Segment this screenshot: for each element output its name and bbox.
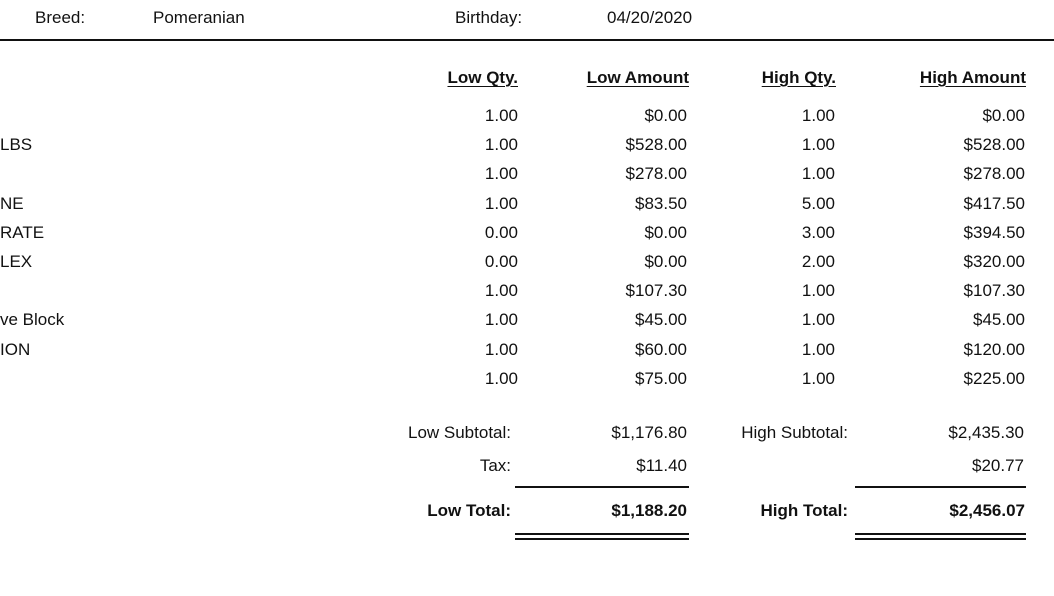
high-amount-cell: $45.00 <box>973 310 1025 330</box>
table-row <box>0 223 1054 252</box>
col-high-qty-header: High Qty. <box>761 68 836 87</box>
item-description: ION <box>0 339 31 359</box>
item-description: LEX <box>0 252 33 271</box>
item-description: ve Block <box>0 310 65 330</box>
table-row <box>0 252 1054 281</box>
birthday-value: 04/20/2020 <box>607 8 693 27</box>
col-high-amount-header: High Amount <box>919 68 1026 87</box>
table-row <box>0 281 1054 310</box>
low-qty-cell: 1.00 <box>484 310 518 330</box>
col-low-qty-header: Low Qty. <box>447 68 518 87</box>
header-divider <box>0 39 1054 41</box>
high-amount-cell: $394.50 <box>963 222 1025 242</box>
table-row <box>0 310 1054 339</box>
high-amount-cell: $225.00 <box>963 368 1025 388</box>
high-qty-cell: 1.00 <box>801 164 835 184</box>
high-total-rule <box>855 486 1026 488</box>
high-tax-value: $20.77 <box>972 456 1024 475</box>
table-row <box>0 135 1054 164</box>
breed-value: Pomeranian <box>153 8 245 27</box>
table-row <box>0 369 1054 398</box>
col-low-amount-header: Low Amount <box>586 68 689 87</box>
high-total-double-rule-top <box>855 533 1026 535</box>
low-amount-cell: $0.00 <box>644 252 687 271</box>
high-amount-cell: $320.00 <box>963 252 1025 271</box>
high-qty-cell: 5.00 <box>801 193 835 213</box>
high-qty-cell: 2.00 <box>801 252 835 271</box>
high-qty-cell: 1.00 <box>801 339 835 359</box>
low-tax-value: $11.40 <box>636 456 687 475</box>
low-total-rule <box>515 486 689 488</box>
low-qty-cell: 1.00 <box>484 281 518 301</box>
high-amount-cell: $0.00 <box>982 106 1025 125</box>
low-qty-cell: 1.00 <box>484 339 518 359</box>
table-row <box>0 340 1054 369</box>
low-qty-cell: 0.00 <box>484 222 518 242</box>
high-qty-cell: 1.00 <box>801 281 835 301</box>
high-amount-cell: $278.00 <box>963 164 1025 184</box>
table-row <box>0 194 1054 223</box>
low-qty-cell: 1.00 <box>484 164 518 184</box>
high-amount-cell: $417.50 <box>963 193 1025 213</box>
high-total-value: $2,456.07 <box>949 501 1025 520</box>
table-row <box>0 106 1054 135</box>
low-amount-cell: $0.00 <box>644 222 687 242</box>
high-amount-cell: $528.00 <box>963 135 1025 155</box>
high-subtotal-value: $2,435.30 <box>948 423 1024 442</box>
low-qty-cell: 1.00 <box>484 368 518 388</box>
low-amount-cell: $75.00 <box>635 368 687 388</box>
low-amount-cell: $45.00 <box>635 310 687 330</box>
high-total-label: High Total: <box>760 501 848 520</box>
item-description: NE <box>0 193 24 213</box>
item-description: LBS <box>0 135 33 155</box>
low-total-value: $1,188.20 <box>611 501 687 520</box>
high-total-double-rule-bottom <box>855 538 1026 540</box>
low-total-double-rule-top <box>515 533 689 535</box>
high-qty-cell: 1.00 <box>801 310 835 330</box>
low-amount-cell: $528.00 <box>625 135 687 155</box>
tax-label: Tax: <box>479 456 511 475</box>
high-qty-cell: 1.00 <box>801 135 835 155</box>
low-amount-cell: $60.00 <box>635 339 687 359</box>
item-description: RATE <box>0 222 45 242</box>
low-qty-cell: 1.00 <box>484 106 518 125</box>
low-total-double-rule-bottom <box>515 538 689 540</box>
high-qty-cell: 1.00 <box>801 368 835 388</box>
low-amount-cell: $83.50 <box>635 193 687 213</box>
low-qty-cell: 1.00 <box>484 135 518 155</box>
high-qty-cell: 3.00 <box>801 222 835 242</box>
high-subtotal-label: High Subtotal: <box>741 423 848 442</box>
low-amount-cell: $278.00 <box>625 164 687 184</box>
high-amount-cell: $107.30 <box>963 281 1025 301</box>
low-qty-cell: 1.00 <box>484 193 518 213</box>
low-subtotal-value: $1,176.80 <box>611 423 687 442</box>
low-amount-cell: $0.00 <box>644 106 687 125</box>
low-total-label: Low Total: <box>427 501 511 520</box>
low-amount-cell: $107.30 <box>625 281 687 301</box>
high-amount-cell: $120.00 <box>963 339 1025 359</box>
low-subtotal-label: Low Subtotal: <box>407 423 511 442</box>
birthday-label: Birthday: <box>455 8 523 27</box>
breed-label: Breed: <box>35 8 86 27</box>
high-qty-cell: 1.00 <box>801 106 835 125</box>
table-row <box>0 164 1054 193</box>
low-qty-cell: 0.00 <box>484 252 518 271</box>
